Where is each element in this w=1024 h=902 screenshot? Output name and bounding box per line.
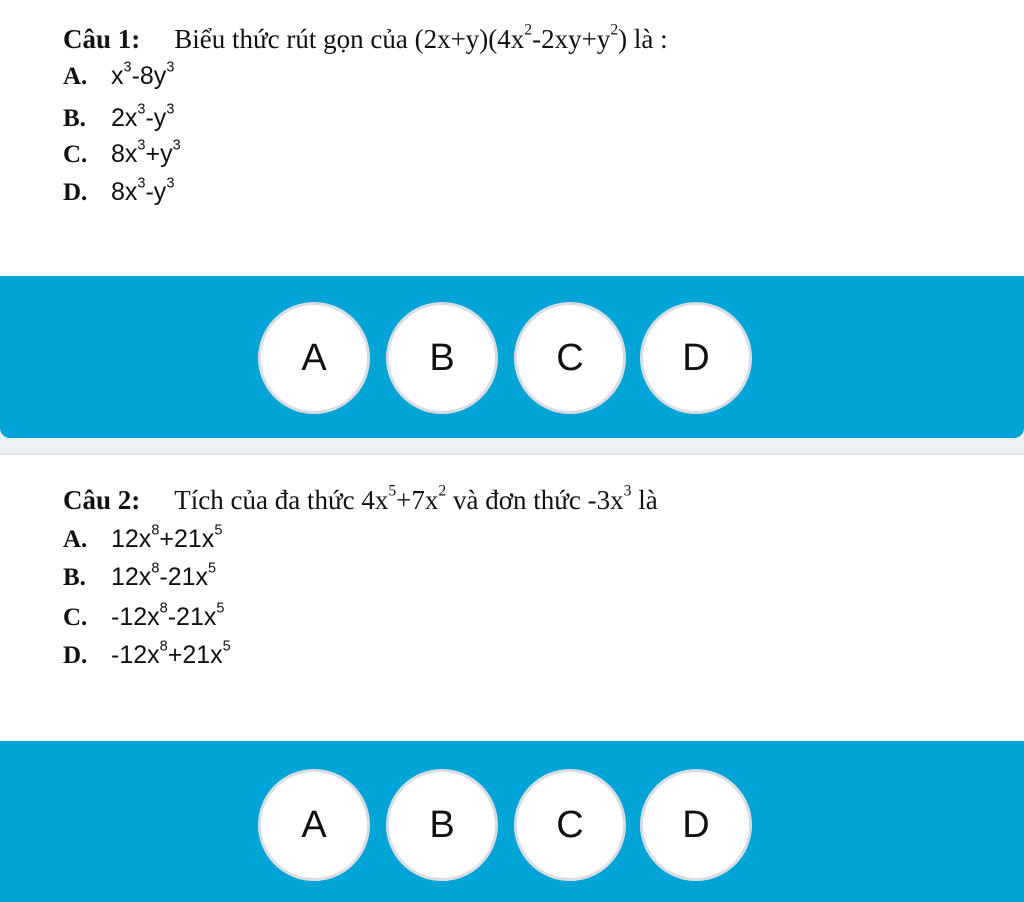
- question-1-label: Câu 1:: [63, 24, 141, 54]
- answer-a-button[interactable]: A: [258, 302, 370, 414]
- answer-panel-2: [0, 741, 1024, 902]
- question-2-option-b: B. $12x^8-21x^5$: [63, 560, 217, 591]
- question-2-text: [63, 482, 658, 516]
- question-1-option-d: D. $8x^3-y^3$: [63, 175, 175, 206]
- question-1-text: [63, 21, 668, 55]
- answer-b-button[interactable]: B: [386, 302, 498, 414]
- question-1-option-a: A. $x^3-8y^3$: [63, 59, 175, 90]
- answer-c-button[interactable]: C: [514, 302, 626, 414]
- question-1-prompt: Biểu thức rút gọn của: [174, 24, 408, 54]
- question-2-mid: và đơn thức: [452, 485, 581, 515]
- answer-d-button[interactable]: D: [640, 769, 752, 881]
- question-1-expression: $(2x+y)(4x^2-2xy+y^2)$: [414, 21, 628, 54]
- answer-b-button[interactable]: B: [386, 769, 498, 881]
- question-2-option-a: A. $12x^8+21x^5$: [63, 522, 223, 553]
- answer-panel-1: [0, 276, 1024, 438]
- question-1-suffix: là :: [633, 24, 668, 54]
- question-2-prompt: Tích của đa thức: [174, 485, 355, 515]
- question-2-monomial: $-3x^3$: [587, 482, 632, 515]
- question-2-polynomial: $4x^5+7x^2$: [361, 482, 447, 515]
- question-2-option-d: D. $-12x^8+21x^5$: [63, 638, 231, 669]
- answer-d-button[interactable]: D: [640, 302, 752, 414]
- question-2-label: Câu 2:: [63, 485, 141, 515]
- answer-c-button[interactable]: C: [514, 769, 626, 881]
- question-2-card: [0, 453, 1024, 745]
- question-1-option-b: B. $2x^3-y^3$: [63, 101, 175, 132]
- question-2-suffix: là: [638, 485, 658, 515]
- question-1-card: [0, 0, 1024, 276]
- question-2-option-c: C. $-12x^8-21x^5$: [63, 600, 225, 631]
- question-1-option-c: C. $8x^3+y^3$: [63, 137, 181, 168]
- answer-a-button[interactable]: A: [258, 769, 370, 881]
